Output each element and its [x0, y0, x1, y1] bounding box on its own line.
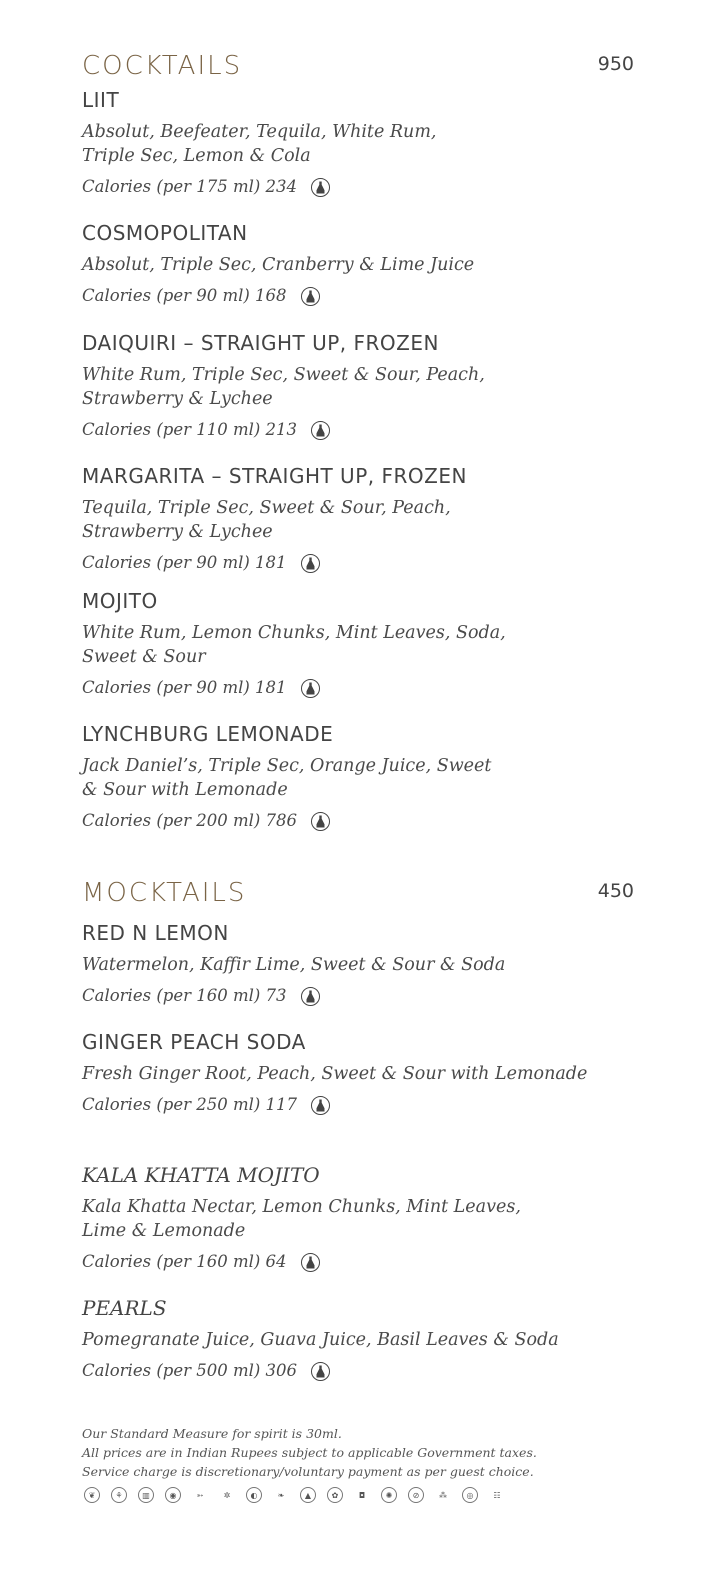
item-name: GINGER PEACH SODA — [82, 1030, 306, 1054]
item-name: DAIQUIRI – STRAIGHT UP, FROZEN — [82, 331, 439, 355]
item-description: Fresh Ginger Root, Peach, Sweet & Sour with Lemonade — [82, 1064, 588, 1084]
crustaceans-icon: ✲ — [223, 1490, 231, 1500]
lupin-icon: ◎ — [460, 1487, 480, 1503]
item-calories — [82, 176, 642, 198]
footer-notes — [82, 1424, 642, 1481]
item-calories — [82, 677, 642, 699]
calories-text: Calories (per 160 ml) 73 — [82, 986, 287, 1005]
item-calories — [82, 1360, 642, 1382]
vegetarian-icon: ❦ — [82, 1487, 102, 1503]
item-name: KALA KHATTA MOJITO — [82, 1163, 320, 1187]
menu-item-kala-khatta-mojito — [82, 1163, 642, 1273]
item-calories — [82, 810, 642, 832]
alcohol-bottle-icon — [311, 1096, 330, 1115]
celery-icon: ✺ — [379, 1487, 399, 1503]
dairy-icon: ▥ — [136, 1487, 156, 1503]
eggs-icon: ◉ — [163, 1487, 183, 1503]
item-calories — [82, 1094, 642, 1116]
item-name: RED N LEMON — [82, 921, 229, 945]
item-name: PEARLS — [82, 1296, 167, 1320]
item-calories — [82, 285, 642, 307]
menu-item-red-n-lemon — [82, 921, 642, 1007]
menu-item-ginger-peach-soda — [82, 1030, 642, 1116]
cocktails-heading: COCKTAILS — [82, 51, 243, 81]
item-description: Pomegranate Juice, Guava Juice, Basil Leaves & Soda — [82, 1330, 559, 1350]
item-name: COSMOPOLITAN — [82, 221, 248, 245]
calories-text: Calories (per 200 ml) 786 — [82, 811, 298, 830]
calories-text: Calories (per 500 ml) 306 — [82, 1361, 298, 1380]
menu-item-pearls — [82, 1296, 642, 1382]
alcohol-bottle-icon — [301, 679, 320, 698]
item-calories — [82, 1251, 642, 1273]
item-name: LYNCHBURG LEMONADE — [82, 722, 334, 746]
alcohol-bottle-icon — [301, 554, 320, 573]
nuts-icon: ✿ — [325, 1487, 345, 1503]
item-name: MARGARITA – STRAIGHT UP, FROZEN — [82, 464, 467, 488]
item-description: Kala Khatta Nectar, Lemon Chunks, Mint Leaves, Lime & Lemonade — [82, 1197, 521, 1241]
calories-text: Calories (per 160 ml) 64 — [82, 1252, 287, 1271]
alcohol-icon: ▲ — [298, 1487, 318, 1503]
sesame-icon: ⁂ — [439, 1490, 447, 1500]
standard-measure-note: Our Standard Measure for spirit is 30ml. — [82, 1426, 342, 1441]
item-description: White Rum, Triple Sec, Sweet & Sour, Peach, Strawberry & Lychee — [82, 365, 485, 409]
menu-item-margarita — [82, 464, 642, 574]
menu-item-lynchburg-lemonade — [82, 722, 642, 832]
peanuts-icon: ◘ — [358, 1490, 366, 1500]
alcohol-bottle-icon — [311, 178, 330, 197]
menu-item-daiquiri — [82, 331, 642, 441]
calories-text: Calories (per 250 ml) 117 — [82, 1095, 298, 1114]
item-description: Jack Daniel’s, Triple Sec, Orange Juice, Sweet & Sour with Lemonade — [82, 756, 492, 800]
item-name: LIIT — [82, 88, 120, 112]
item-description: Watermelon, Kaffir Lime, Sweet & Sour & Soda — [82, 955, 506, 975]
item-description: Absolut, Triple Sec, Cranberry & Lime Juice — [82, 255, 475, 275]
item-description: Absolut, Beefeater, Tequila, White Rum, Triple Sec, Lemon & Cola — [82, 122, 437, 166]
cocktails-price: 950 — [597, 53, 634, 75]
menu-item-cosmopolitan — [82, 221, 642, 307]
mustard-icon: ⊘ — [406, 1487, 426, 1503]
item-calories — [82, 552, 642, 574]
alcohol-bottle-icon — [311, 812, 330, 831]
allergen-legend — [82, 1487, 507, 1503]
item-description: Tequila, Triple Sec, Sweet & Sour, Peach, Strawberry & Lychee — [82, 498, 451, 542]
menu-item-mojito — [82, 589, 642, 699]
alcohol-bottle-icon — [311, 421, 330, 440]
gluten-icon: ⚘ — [109, 1487, 129, 1503]
alcohol-bottle-icon — [301, 1253, 320, 1272]
item-calories — [82, 419, 642, 441]
item-name: MOJITO — [82, 589, 158, 613]
mocktails-price: 450 — [597, 880, 634, 902]
service-charge-note: Service charge is discretionary/voluntary payment as per guest choice. — [82, 1464, 534, 1479]
soya-icon: ❧ — [277, 1490, 285, 1500]
alcohol-bottle-icon — [301, 287, 320, 306]
calories-text: Calories (per 110 ml) 213 — [82, 420, 298, 439]
molluscs-icon: ◐ — [244, 1487, 264, 1503]
item-calories — [82, 985, 642, 1007]
item-description: White Rum, Lemon Chunks, Mint Leaves, Soda, Sweet & Sour — [82, 623, 506, 667]
menu-item-liit — [82, 88, 642, 198]
alcohol-bottle-icon — [301, 987, 320, 1006]
calories-text: Calories (per 175 ml) 234 — [82, 177, 298, 196]
alcohol-bottle-icon — [311, 1362, 330, 1381]
calories-text: Calories (per 90 ml) 181 — [82, 553, 287, 572]
fish-icon: ➳ — [196, 1490, 204, 1500]
sulphites-icon: ☷ — [493, 1490, 501, 1500]
mocktails-heading: MOCKTAILS — [82, 878, 247, 908]
calories-text: Calories (per 90 ml) 181 — [82, 678, 287, 697]
calories-text: Calories (per 90 ml) 168 — [82, 286, 287, 305]
prices-note: All prices are in Indian Rupees subject to applicable Government taxes. — [82, 1445, 537, 1460]
